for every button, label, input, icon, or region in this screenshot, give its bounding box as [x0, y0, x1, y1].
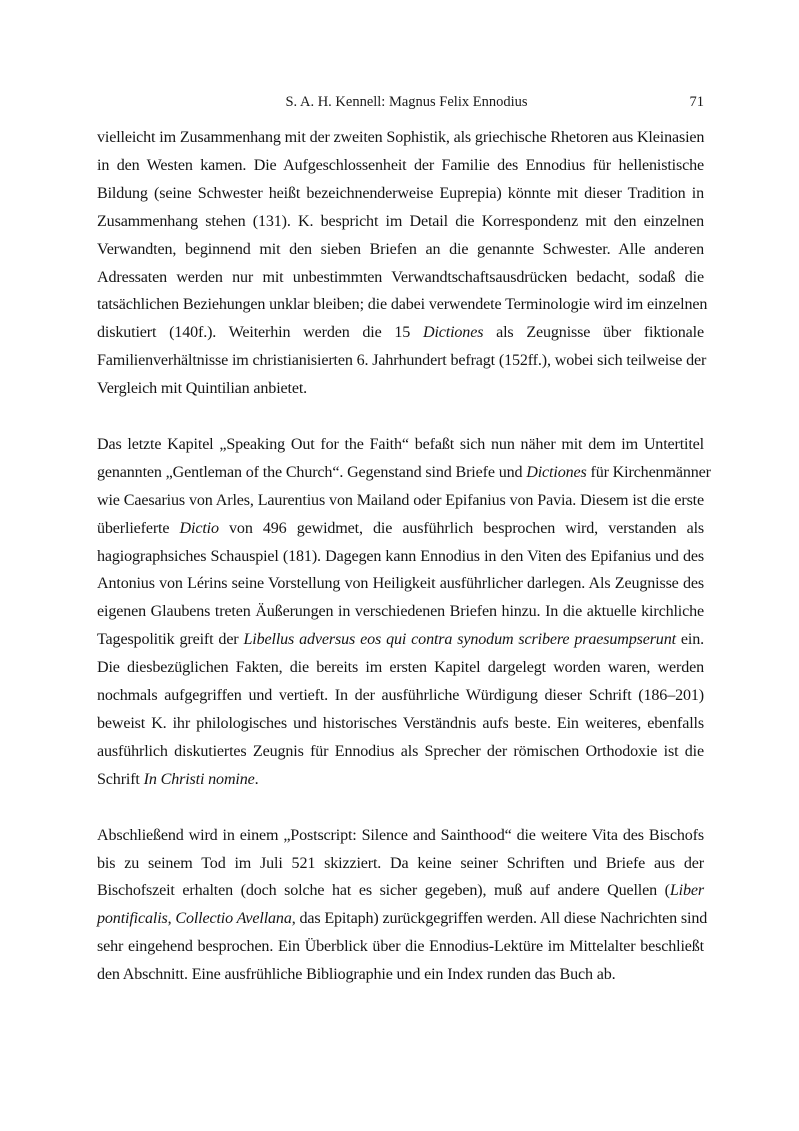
text-run: beweist K. ihr philologisches und historisches Verständnis aufs beste. Ein weiteres, ebenfalls	[97, 715, 704, 733]
text-line	[97, 682, 704, 710]
text-run: Zusammenhang stehen (131). K. bespricht im Detail die Korrespondenz mit den einzelnen	[97, 212, 704, 230]
text-run: für Kirchenmänner	[586, 463, 711, 481]
running-header	[97, 94, 704, 114]
text-run: Das letzte Kapitel „Speaking Out for the Faith“ befaßt sich nun näher mit dem im Untertitel	[97, 435, 704, 453]
text-run: diskutiert (140f.). Weiterhin werden die 15	[97, 324, 423, 342]
italic-title: Dictiones	[526, 463, 587, 481]
paragraph-speaking-out-for-the-faith	[97, 431, 711, 794]
text-run: ausführlich diskutiertes Zeugnis für Ennodius als Sprecher der römischen Orthodoxie ist die	[97, 742, 704, 760]
text-line	[97, 961, 704, 989]
text-run: ein.	[675, 631, 704, 649]
text-line	[97, 375, 704, 403]
text-line	[97, 766, 704, 794]
text-line	[97, 124, 704, 152]
italic-title: Liber	[669, 882, 704, 900]
text-run: Die diesbezüglichen Fakten, die bereits im ersten Kapitel dargelegt worden waren, werden	[97, 659, 704, 677]
running-title: S. A. H. Kennell: Magnus Felix Ennodius	[285, 94, 528, 110]
text-run: Antonius von Lérins seine Vorstellung von Heiligkeit ausführlicher darlegen. Als Zeugnisse des	[97, 575, 704, 593]
text-line	[97, 710, 704, 738]
text-line	[97, 459, 711, 487]
italic-title: Libellus adversus eos qui contra synodum scribere praesumpserunt	[243, 631, 676, 649]
text-line	[97, 738, 704, 766]
text-line	[97, 850, 704, 878]
text-line	[97, 431, 704, 459]
text-run: hagiographsiches Schauspiel (181). Dagegen kann Ennodius in den Viten des Epifanius und des	[97, 547, 704, 565]
text-run: , das Epitaph) zurückgegriffen werden. All diese Nachrichten sind	[291, 910, 708, 928]
text-run: von 496 gewidmet, die ausführlich besprochen wird, verstanden als	[218, 519, 704, 537]
text-line	[97, 208, 704, 236]
italic-title: Collectio Avellana	[175, 910, 292, 928]
text-line	[97, 291, 708, 319]
text-line	[97, 515, 704, 543]
text-line	[97, 543, 704, 571]
text-run: Abschließend wird in einem „Postscript: Silence and Sainthood“ die weitere Vita des Bischofs	[97, 826, 704, 844]
text-line	[97, 570, 704, 598]
text-run: als Zeugnisse über fiktionale	[483, 324, 704, 342]
text-run: Familienverhältnisse im christianisierten 6. Jahrhundert befragt (152ff.), wobei sich teilweise der	[97, 352, 707, 370]
text-run: Verwandten, beginnend mit den sieben Briefen an die genannte Schwester. Alle anderen	[97, 240, 704, 258]
text-line	[97, 598, 704, 626]
text-run: Vergleich mit Quintilian anbietet.	[97, 380, 308, 398]
text-run: .	[254, 770, 259, 788]
text-line	[97, 487, 704, 515]
text-run: eigenen Glaubens treten Äußerungen in verschiedenen Briefen hinzu. In die aktuelle kirchliche	[97, 603, 704, 621]
paragraph-family-relations	[97, 124, 708, 403]
text-line	[97, 626, 704, 654]
text-run: Bildung (seine Schwester heißt bezeichnenderweise Euprepia) könnte mit dieser Tradition in	[97, 184, 704, 202]
body-text	[97, 124, 711, 989]
italic-title: Dictiones	[422, 324, 484, 342]
text-line	[97, 877, 704, 905]
text-run: ,	[167, 910, 176, 928]
text-line	[97, 347, 707, 375]
text-run: Adressaten werden nur mit unbestimmten Verwandtschaftsausdrücken bedacht, sodaß die	[97, 268, 704, 286]
text-line	[97, 180, 704, 208]
italic-title: In Christi nomine	[143, 770, 255, 788]
paragraph-postscript	[97, 822, 708, 989]
text-run: Tagespolitik greift der	[97, 631, 244, 649]
text-line	[97, 152, 704, 180]
paragraph-gap	[97, 794, 704, 822]
text-run: bis zu seinem Tod im Juli 521 skizziert. Da keine seiner Schriften und Briefe aus der	[97, 854, 704, 872]
page-number: 71	[689, 94, 704, 110]
text-line	[97, 654, 704, 682]
text-line	[97, 933, 704, 961]
text-line	[97, 905, 708, 933]
text-run: tatsächlichen Beziehungen unklar bleiben; die dabei verwendete Terminologie wird im einzelnen	[97, 296, 708, 314]
text-line	[97, 319, 704, 347]
text-run: sehr eingehend besprochen. Ein Überblick über die Ennodius-Lektüre im Mittelalter beschließt	[97, 938, 704, 956]
italic-title: Dictio	[179, 519, 219, 537]
text-run: in den Westen kamen. Die Aufgeschlossenheit der Familie des Ennodius für hellenistische	[97, 156, 704, 174]
paragraph-gap	[97, 403, 704, 431]
text-run: wie Caesarius von Arles, Laurentius von Mailand oder Epifanius von Pavia. Diesem ist die erste	[97, 491, 704, 509]
text-run: nochmals aufgegriffen und vertieft. In der ausführliche Würdigung dieser Schrift (186–201)	[97, 687, 704, 705]
text-run: Bischofszeit erhalten (doch solche hat es sicher gegeben), muß auf andere Quellen (	[97, 882, 670, 900]
text-run: den Abschnitt. Eine ausfrühliche Bibliographie und ein Index runden das Buch ab.	[97, 966, 616, 984]
text-run: vielleicht im Zusammenhang mit der zweiten Sophistik, als griechische Rhetoren aus Kleinasien	[97, 129, 705, 146]
text-run: Schrift	[97, 770, 144, 788]
text-line	[97, 822, 704, 850]
text-run: überlieferte	[97, 519, 180, 537]
text-run: genannten „Gentleman of the Church“. Gegenstand sind Briefe und	[97, 463, 527, 481]
italic-title: pontificalis	[97, 910, 168, 928]
text-line	[97, 264, 704, 292]
text-line	[97, 236, 704, 264]
